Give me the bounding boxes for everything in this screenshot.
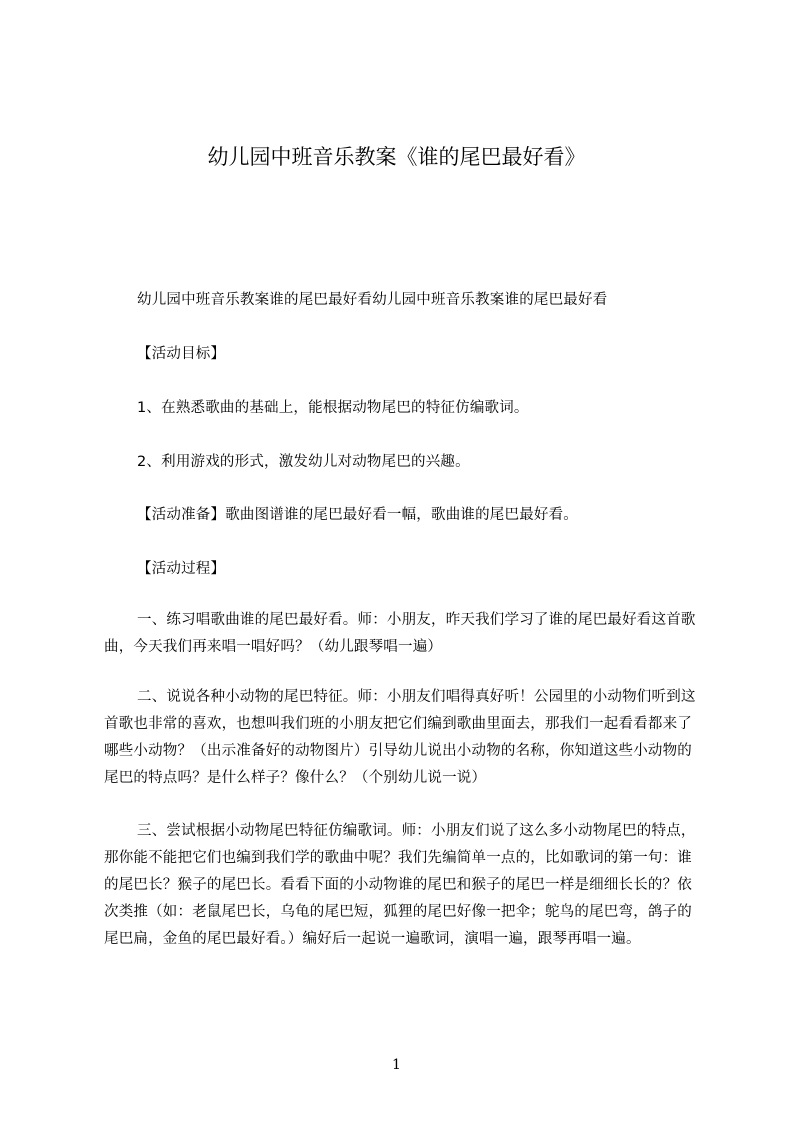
objective-item-1: 1、在熟悉歌曲的基础上，能根据动物尾巴的特征仿编歌词。 — [137, 400, 529, 416]
process-step-1: 一、练习唱歌曲谁的尾巴最好看。师：小朋友，昨天我们学习了谁的尾巴最好看这首歌曲，今天我们再来唱一唱好吗？（幼儿跟琴唱一遍） — [104, 612, 696, 655]
intro-paragraph: 幼儿园中班音乐教案谁的尾巴最好看幼儿园中班音乐教案谁的尾巴最好看 — [137, 292, 608, 308]
process-step-2: 二、说说各种小动物的尾巴特征。师：小朋友们唱得真好听！公园里的小动物们听到这首歌也非常的喜欢，也想叫我们班的小朋友把它们编到歌曲里面去，那我们一起看看都来了哪些小动物？（出示准备好的动物图片）引导幼儿说出小动物的名称，你知道这些小动物的尾巴的特点吗？是什么样子？像什么？（个别幼儿说一说） — [104, 689, 696, 786]
process-step-3: 三、尝试根据小动物尾巴特征仿编歌词。师：小朋友们说了这么多小动物尾巴的特点，那你能不能把它们也编到我们学的歌曲中呢？我们先编简单一点的，比如歌词的第一句：谁的尾巴长？猴子的尾巴长。看看下面的小动物谁的尾巴和猴子的尾巴一样是细细长长的？依次类推（如：老鼠尾巴长，乌龟的尾巴短，狐狸的尾巴好像一把伞；鸵鸟的尾巴弯，鸽子的尾巴扁，金鱼的尾巴最好看。）编好后一起说一遍歌词，演唱一遍，跟琴再唱一遍。 — [104, 823, 696, 947]
section-heading-process: 【活动过程】 — [137, 561, 226, 577]
document-title: 幼儿园中班音乐教案《谁的尾巴最好看》 — [207, 145, 586, 169]
objective-item-2: 2、利用游戏的形式，激发幼儿对动物尾巴的兴趣。 — [137, 454, 470, 470]
section-heading-objectives: 【活动目标】 — [137, 346, 226, 362]
preparation-paragraph: 【活动准备】歌曲图谱谁的尾巴最好看一幅，歌曲谁的尾巴最好看。 — [137, 507, 578, 523]
page-number: 1 — [392, 1057, 401, 1073]
